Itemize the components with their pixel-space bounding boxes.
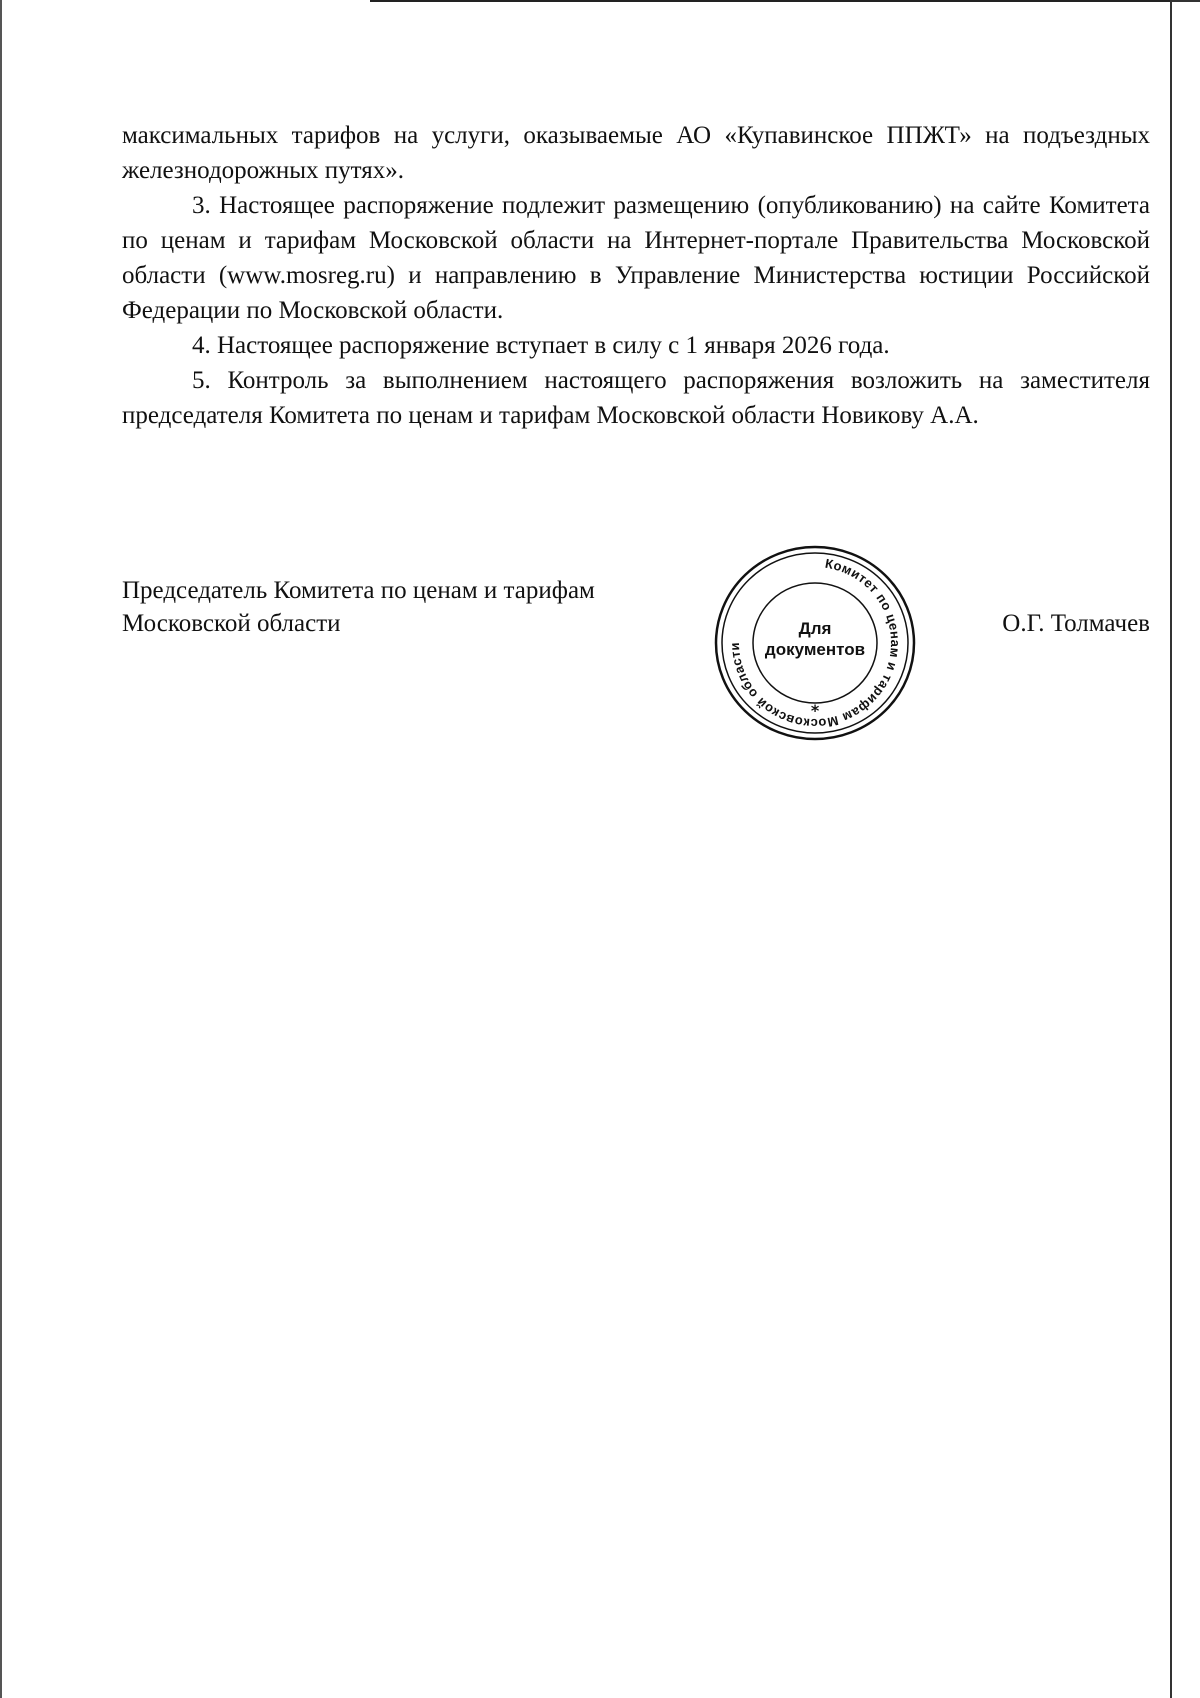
seal-center-line-2: документов [764,640,866,659]
scan-edge-right [1170,0,1172,1698]
paragraph-continuation: максимальных тарифов на услуги, оказываемые АО «Купавинское ППЖТ» на подъездных железнодорожных путях». [122,122,1150,184]
seal-ring-text: Комитет по ценам и тарифам Московской области [726,555,904,732]
seal-center-text [712,618,918,660]
seal-star: * [810,701,820,720]
signatory-position-line-1: Председатель Комитета по ценам и тарифам [122,577,595,604]
scan-edge-right-tick [1172,0,1200,2]
paragraph-item-3: 3. Настоящее распоряжение подлежит размещению (опубликованию) на сайте Комитета по ценам и тарифам Московской области на Интернет-портале Правительства Московской области (www.mosreg.ru) и направлению в Управление Министерства юстиции Российской Федерации по Московской области. [122,192,1150,324]
signatory-position-line-2: Московской области [122,610,341,637]
scan-edge-top [370,0,1170,2]
paragraph-item-4: 4. Настоящее распоряжение вступает в силу с 1 января 2026 года. [192,332,890,359]
paragraph-item-5: 5. Контроль за выполнением настоящего распоряжения возложить на заместителя председателя Комитета по ценам и тарифам Московской области Новикову А.А. [122,367,1150,429]
signatory-position [122,574,682,640]
seal-center-line-1: Для [798,619,832,638]
document-body [122,118,1150,433]
scan-edge-left [0,0,2,1698]
signatory-name: О.Г. Толмачев [1002,610,1150,637]
signature-block [122,574,1150,754]
official-seal [712,540,918,746]
